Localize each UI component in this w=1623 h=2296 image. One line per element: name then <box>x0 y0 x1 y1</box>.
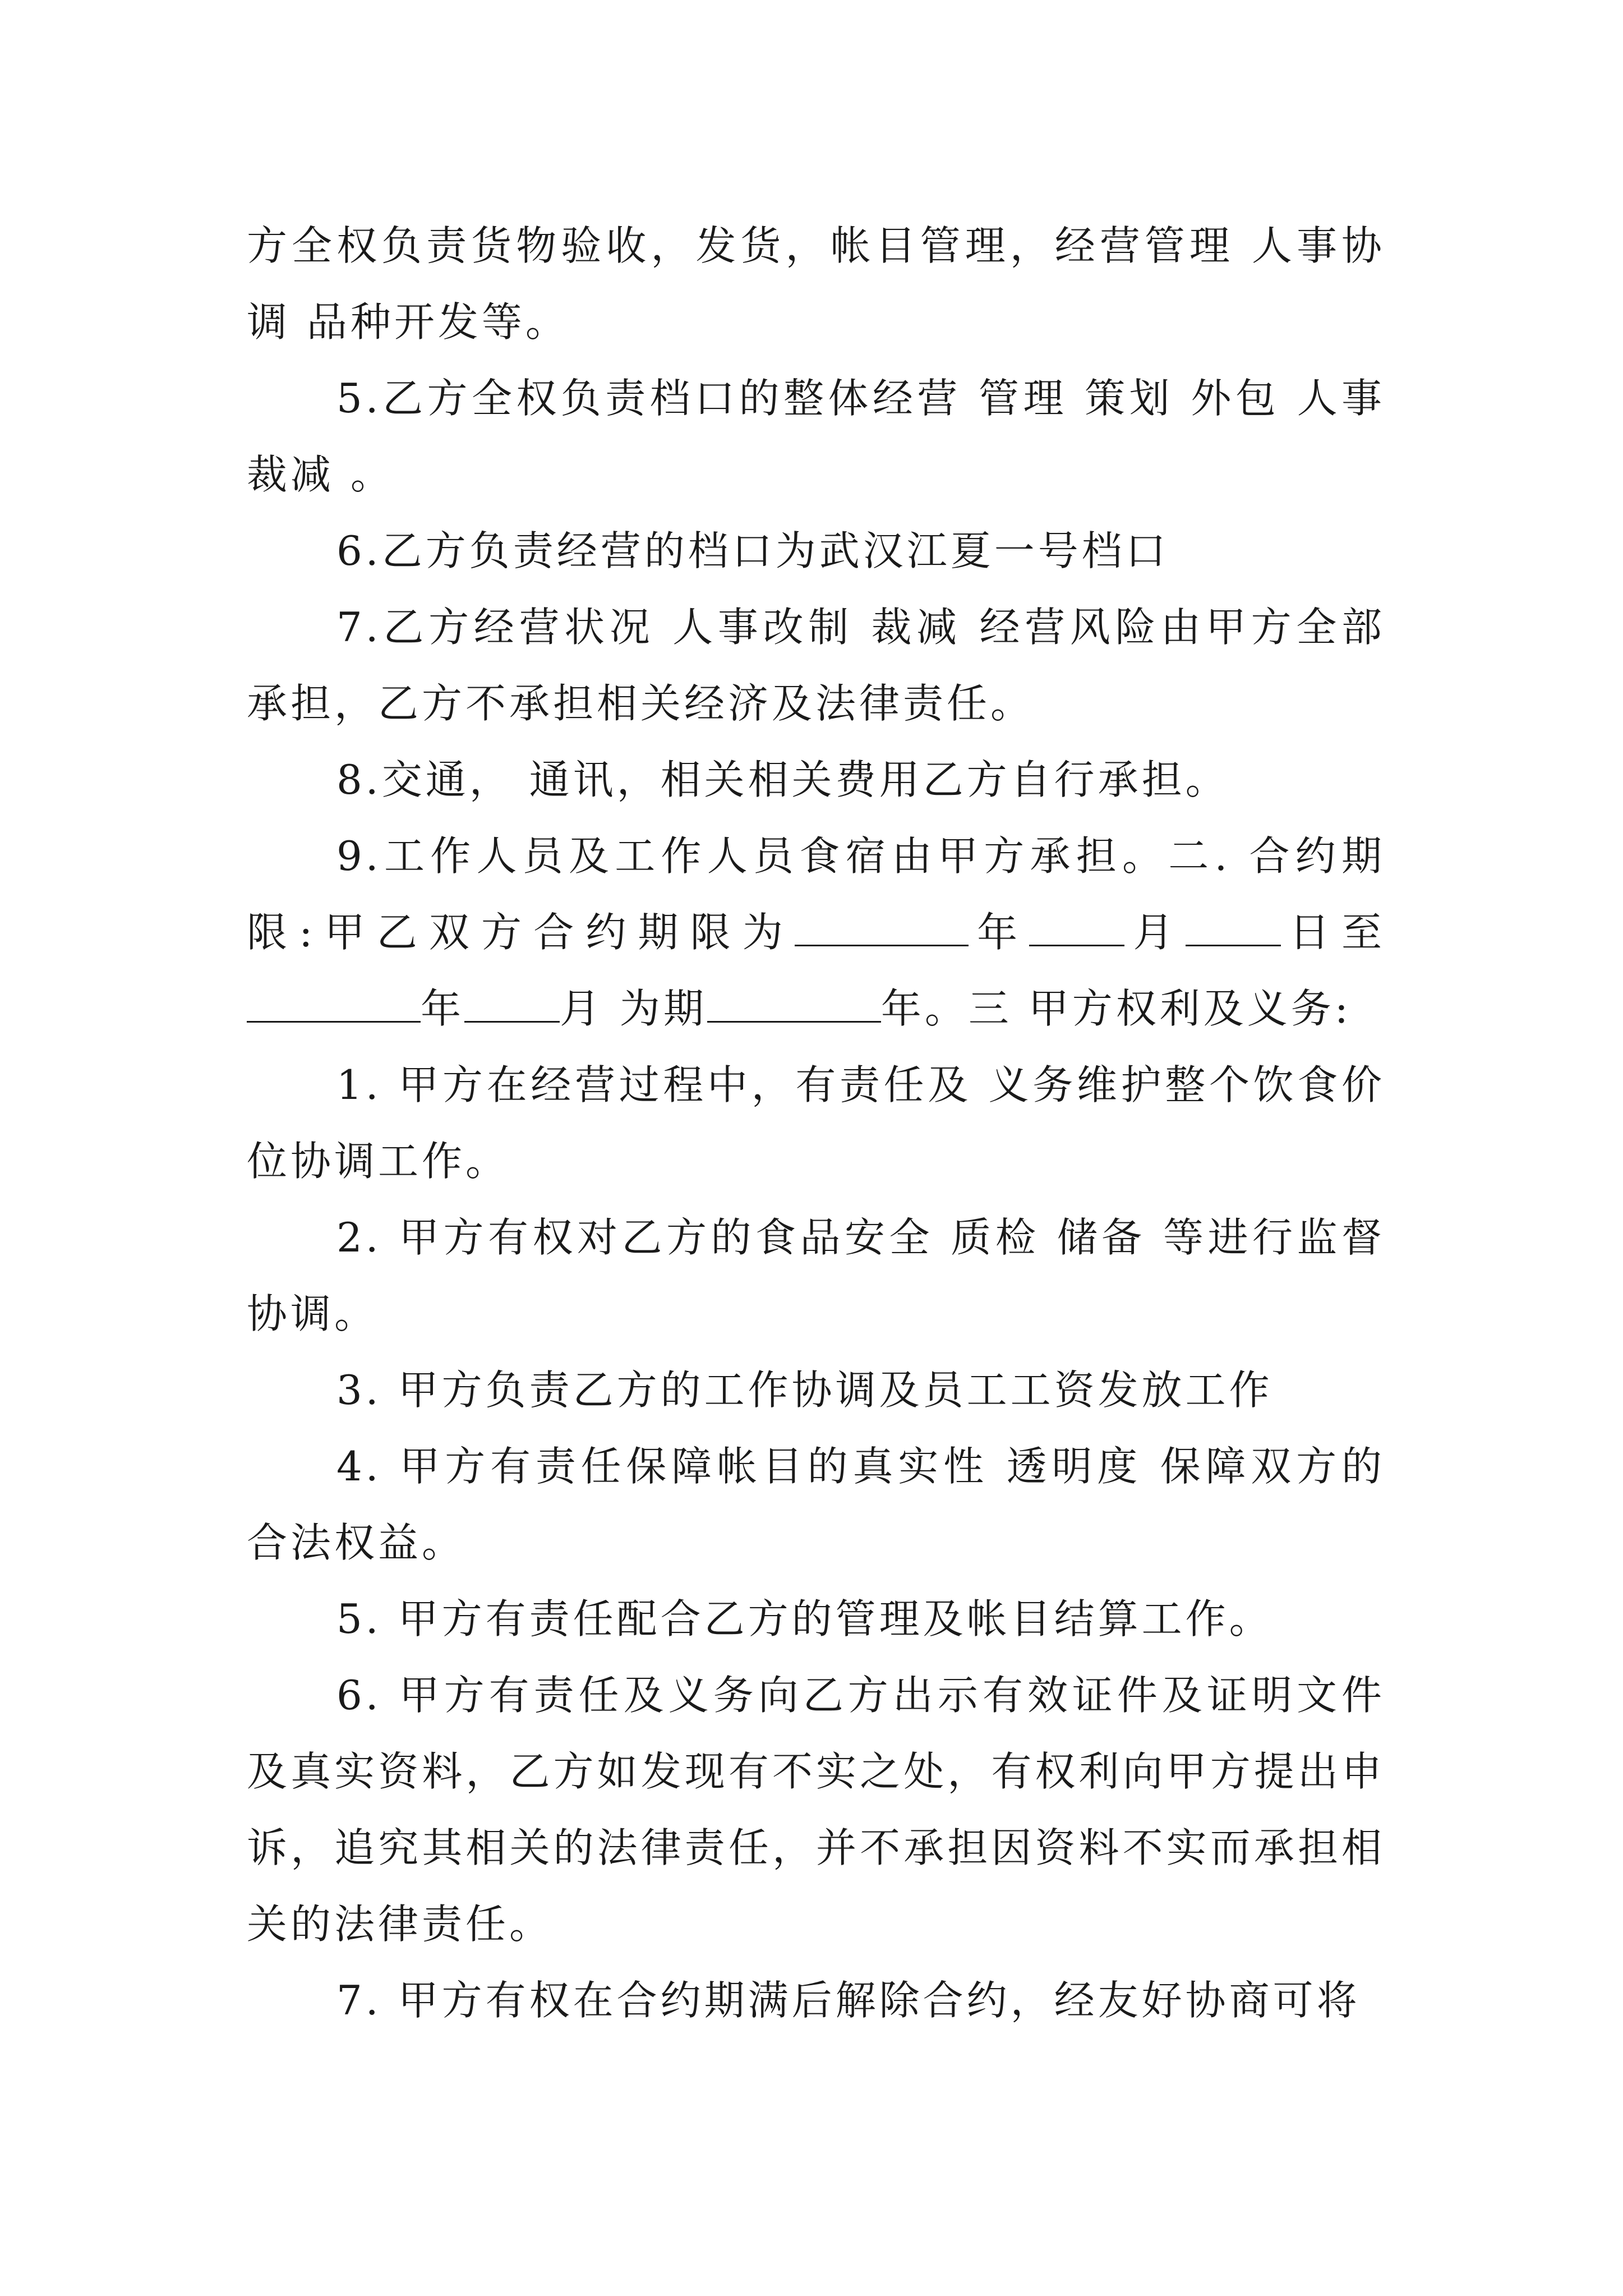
paragraph-12: 7. 甲方有权在合约期满后解除合约，经友好协商可将 <box>336 1977 1361 2024</box>
blank-end-month <box>464 986 560 1023</box>
paragraph-9: 4. 甲方有责任保障帐目的真实性 透明度 保障双方的合法权益。 <box>247 1443 1385 1566</box>
blank-start-year <box>795 910 969 946</box>
paragraph-1: 5.乙方全权负责档口的整体经营 管理 策划 外包 人事裁减 。 <box>247 375 1385 498</box>
paragraph-4: 8.交通， 通讯，相关相关费用乙方自行承担。 <box>336 756 1229 803</box>
blank-term-years <box>707 986 881 1023</box>
paragraph-7: 2. 甲方有权对乙方的食品安全 质检 储备 等进行监督协调。 <box>247 1214 1385 1337</box>
contract-term-text-7: 年。三 甲方权利及义务: <box>880 985 1352 1032</box>
contract-term-text-6: 月 为期 <box>560 985 707 1032</box>
contract-term-text-3: 月 <box>1124 909 1186 956</box>
document-body <box>247 208 1385 2039</box>
contract-term-text-4: 日至 <box>1280 909 1385 956</box>
contract-term-text-5: 年 <box>421 985 465 1032</box>
paragraph-0: 方全权负责货物验收，发货，帐目管理，经营管理 人事协调 品种开发等。 <box>247 222 1385 346</box>
paragraph-3: 7.乙方经营状况 人事改制 裁减 经营风险由甲方全部承担，乙方不承担相关经济及法律责任。 <box>247 604 1385 727</box>
paragraph-6: 1. 甲方在经营过程中，有责任及 义务维护整个饮食价位协调工作。 <box>247 1061 1385 1185</box>
paragraph-5-contract-term <box>247 818 1385 1047</box>
paragraph-8: 3. 甲方负责乙方的工作协调及员工工资发放工作 <box>336 1366 1273 1414</box>
paragraph-10: 5. 甲方有责任配合乙方的管理及帐目结算工作。 <box>336 1595 1273 1642</box>
contract-term-text-2: 年 <box>969 909 1030 956</box>
blank-start-day <box>1186 910 1281 946</box>
paragraph-2: 6.乙方负责经营的档口为武汉江夏一号档口 <box>336 527 1169 574</box>
contract-term-text-1: 9.工作人员及工作人员食宿由甲方承担。二. 合约期限:甲乙双方合约期限为 <box>247 832 1385 956</box>
paragraph-11: 6. 甲方有责任及义务向乙方出示有效证件及证明文件及真实资料，乙方如发现有不实之处，有权利向甲方提出申诉，追究其相关的法律责任，并不承担因资料不实而承担相关的法律责任。 <box>247 1672 1385 1948</box>
blank-start-month <box>1029 910 1124 946</box>
blank-end-year <box>247 986 421 1023</box>
